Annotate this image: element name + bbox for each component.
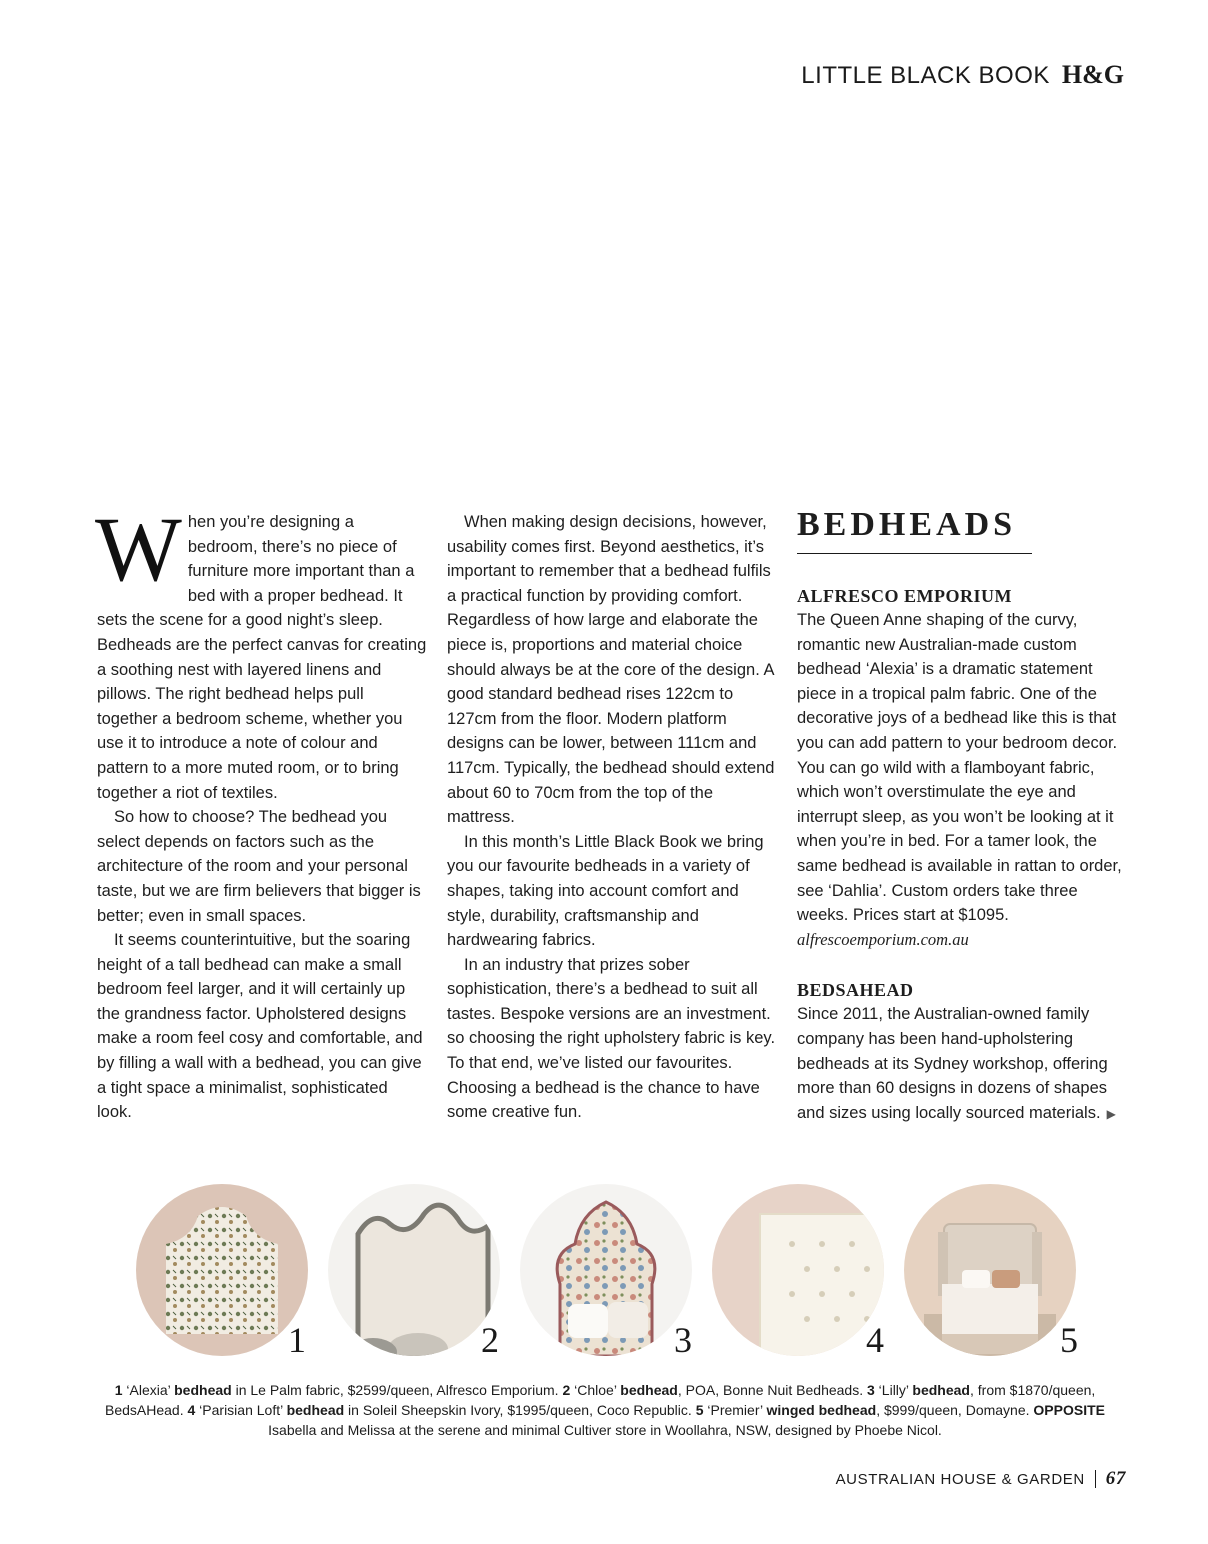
product-number: 3	[674, 1320, 692, 1360]
section-title: BEDHEADS	[797, 505, 1032, 554]
product-number: 2	[481, 1320, 499, 1360]
paragraph: When making design decisions, however, usability comes first. Beyond aesthetics, it’s important to remember that a bedhead fulfils a practical function by providing comfort. Regardless of how large and elaborate the piece is, proportions and material choice should always be at the core of the design. A good standard bedhead rises 122cm to 127cm from the floor. Modern platform designs can be lower, between 111cm and 117cm. Typically, the bedhead should extend about 60 to 70cm from the top of the mattress.	[447, 513, 775, 827]
paragraph: In this month’s Little Black Book we bring you our favourite bedheads in a variety of shapes, taking into account comfort and style, durability, craftsmanship and hardwearing fabrics.	[447, 832, 764, 950]
shop-url[interactable]: alfrescoemporium.com.au	[797, 929, 969, 949]
product-image-chloe	[328, 1184, 500, 1360]
intro-text: hen you’re designing a bedroom, there’s no piece of furniture more important than a bed with a proper bedhead. It sets the scene for a good night’s sleep. Bedheads are the perfect canvas for creating a soothing nest with layered linens and pillows. The right bedhead helps pull together a bedroom scheme, whether you use it to introduce a note of colour and pattern to a more muted room, or to bring together a riot of textiles.	[97, 513, 427, 802]
shop-heading: BEDSAHEAD	[797, 980, 914, 1001]
intro-paragraph	[95, 498, 427, 805]
product-number: 5	[1060, 1320, 1078, 1360]
article-column-2	[447, 510, 777, 1125]
article-column-1	[95, 498, 427, 1125]
article-column-3	[797, 505, 1127, 1126]
drop-cap: W	[95, 498, 182, 600]
product-image-alexia	[136, 1184, 308, 1360]
paragraph: In an industry that prizes sober sophistication, there’s a bedhead to suit all tastes. Bespoke versions are an investment. so choosing the right upholstery fabric is key. To that end, we’ve listed our favourites. Choosing a bedhead is the chance to have some creative fun.	[447, 955, 776, 1122]
product-image-parisian-loft	[712, 1184, 884, 1360]
product-number: 1	[288, 1320, 306, 1360]
shop-heading: ALFRESCO EMPORIUM	[797, 586, 1012, 606]
product-number: 4	[866, 1320, 884, 1360]
shop-description: The Queen Anne shaping of the curvy, romantic new Australian-made custom bedhead ‘Alexia’ is a dramatic statement piece in a tropical palm fabric. One of the decorative joys of a bedhead like this is that you can add pattern to your bedroom decor. You can go wild with a flamboyant fabric, which won’t overstimulate the eye and interrupt sleep, as you won’t be looking at it when you’re in bed. For a tamer look, the same bedhead is available in rattan to order, see ‘Dahlia’. Custom orders take three weeks. Prices start at $1095. alfrescoemporium.com.au	[797, 611, 1122, 949]
divider	[1095, 1470, 1096, 1488]
paragraph: It seems counterintuitive, but the soaring height of a tall bedhead can make a small bedroom feel larger, and it will certainly up the grandness factor. Upholstered designs make a room feel cosy and comfortable, and by filling a wall with a bedhead, you can give a tight space a minimalist, sophisticated look.	[97, 931, 423, 1122]
page-footer	[836, 1468, 1126, 1490]
page-header	[801, 60, 1124, 90]
section-label: LITTLE BLACK BOOK	[801, 62, 1050, 89]
product-image-lilly	[520, 1184, 692, 1360]
photo-caption: 1 ‘Alexia’ bedhead in Le Palm fabric, $2599/queen, Alfresco Emporium. 2 ‘Chloe’ bedhead, POA, Bonne Nuit Bedheads. 3 ‘Lilly’ bedhead, from $1870/queen, BedsAHead. 4 ‘Parisian Loft’ bedhead in Soleil Sheepskin Ivory, $1995/queen, Coco Republic. 5 ‘Premier’ winged bedhead, $999/queen, Domayne. OPPOSITE Isabella and Melissa at the serene and minimal Cultiver store in Woollahra, NSW, designed by Phoebe Nicol.	[104, 1382, 1105, 1438]
brand-logo: H&G	[1061, 60, 1124, 89]
page-number: 67	[1105, 1468, 1126, 1489]
product-image-premier	[904, 1184, 1078, 1360]
shop-description: Since 2011, the Australian-owned family company has been hand-upholstering bedheads at its Sydney workshop, offering more than 60 designs in dozens of shapes and sizes using locally sourced materials. ▶	[797, 1005, 1116, 1122]
publication-name: AUSTRALIAN HOUSE & GARDEN	[835, 1470, 1085, 1488]
continue-arrow-icon: ▶	[1106, 1106, 1116, 1121]
paragraph: So how to choose? The bedhead you select depends on factors such as the architecture of the room and your personal taste, but we are firm believers that bigger is better; even in small spaces.	[97, 808, 421, 925]
